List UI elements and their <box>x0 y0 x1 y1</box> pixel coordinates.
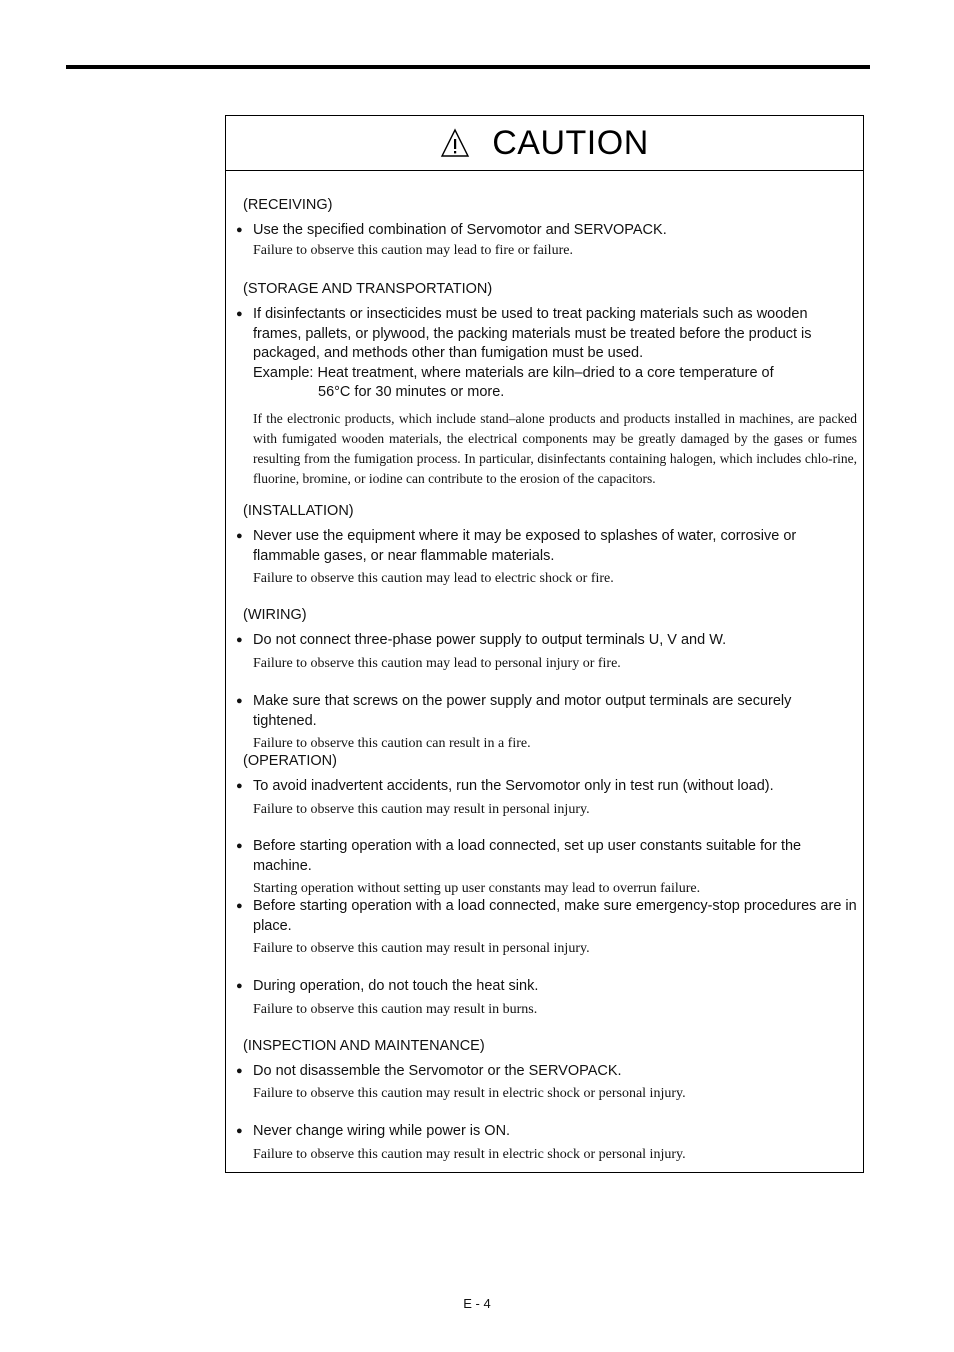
consequence-text: Failure to observe this caution may result in electric shock or personal injury. <box>253 1146 686 1162</box>
section-heading-wiring: (WIRING) <box>243 607 307 623</box>
list-item: ● Before starting operation with a load connected, set up user constants suitable for the machine. Starting operation without setting up user constants may lead to overrun failure. <box>236 837 857 899</box>
bullet-icon: ● <box>236 308 243 320</box>
list-item: ● Do not disassemble the Servomotor or the SERVOPACK. Failure to observe this caution may result in electric shock or personal injury. <box>236 1062 857 1104</box>
bullet-icon: ● <box>236 900 243 912</box>
bullet-icon: ● <box>236 840 243 852</box>
list-item: ● Never use the equipment where it may be exposed to splashes of water, corrosive or flammable gases, or near flammable materials. Failure to observe this caution may lead to electric shock or fire. <box>236 527 857 589</box>
section-heading-operation: (OPERATION) <box>243 753 337 769</box>
bullet-icon: ● <box>236 634 243 646</box>
top-rule <box>66 65 870 69</box>
caution-header <box>226 116 863 171</box>
example-line-cont: 56°C for 30 minutes or more. <box>318 384 505 400</box>
storage-note: If the electronic products, which include stand–alone products and products installed in machines, are packed with fumigated wooden materials, the electrical components may be greatly damaged by the gases or fumes resulting from the fumigation process. In particular, disinfectants containing halogen, which includes chlo-rine, fluorine, bromine, or iodine can contribute to the erosion of the capacitors. <box>253 410 857 486</box>
caution-box <box>225 115 864 1173</box>
section-heading-installation: (INSTALLATION) <box>243 503 354 519</box>
list-item: ● Before starting operation with a load connected, make sure emergency-stop procedures are in place. Failure to observe this caution may result in personal injury. <box>236 897 857 959</box>
bullet-icon: ● <box>236 530 243 542</box>
consequence-text: Failure to observe this caution may lead to fire or failure. <box>253 242 573 258</box>
caution-title: CAUTION <box>492 123 649 162</box>
bullet-icon: ● <box>236 1125 243 1137</box>
warning-triangle-icon <box>440 128 470 158</box>
list-item: ● Never change wiring while power is ON. Failure to observe this caution may result in electric shock or personal injury. <box>236 1122 857 1165</box>
list-item: ● To avoid inadvertent accidents, run the Servomotor only in test run (without load). Failure to observe this caution may result in personal injury. <box>236 777 857 820</box>
list-item: ● Do not connect three-phase power supply to output terminals U, V and W. Failure to observe this caution may lead to personal injury or fire. <box>236 631 857 674</box>
consequence-text: Failure to observe this caution can result in a fire. <box>253 736 531 751</box>
section-heading-storage: (STORAGE AND TRANSPORTATION) <box>243 281 493 297</box>
consequence-text: Failure to observe this caution may lead to electric shock or fire. <box>253 571 614 586</box>
page-number: E - 4 <box>463 1296 491 1311</box>
bullet-icon: ● <box>236 695 243 707</box>
consequence-text: Failure to observe this caution may result in personal injury. <box>253 801 590 817</box>
bullet-icon: ● <box>236 1065 243 1077</box>
list-item: ● Use the specified combination of Servomotor and SERVOPACK. Failure to observe this caution may lead to fire or failure. <box>236 221 857 261</box>
list-item: ● Make sure that screws on the power supply and motor output terminals are securely tightened. Failure to observe this caution can result in a fire. <box>236 692 857 754</box>
section-heading-maintenance: (INSPECTION AND MAINTENANCE) <box>243 1038 485 1054</box>
consequence-text: Starting operation without setting up user constants may lead to overrun failure. <box>253 881 701 896</box>
section-heading-receiving: (RECEIVING) <box>243 197 333 213</box>
consequence-text: Failure to observe this caution may lead to personal injury or fire. <box>253 655 621 671</box>
bullet-icon: ● <box>236 224 243 236</box>
list-item: ● During operation, do not touch the heat sink. Failure to observe this caution may result in burns. <box>236 977 857 1020</box>
bullet-icon: ● <box>236 780 243 792</box>
consequence-text: Failure to observe this caution may result in personal injury. <box>253 941 590 956</box>
bullet-icon: ● <box>236 980 243 992</box>
consequence-text: Failure to observe this caution may result in electric shock or personal injury. <box>253 1085 686 1101</box>
example-line: Example: Heat treatment, where materials are kiln–dried to a core temperature of <box>253 364 774 381</box>
list-item: ● If disinfectants or insecticides must be used to treat packing materials such as wooden frames, pallets, or plywood, the packing materials must be treated before the product is packaged, and methods other than fumigation must be used. Example: Heat treatment, where materials are kiln–dried to a core temperature of 56°C for 30 minutes or more. If the electronic products, which include stand–alone products and products installed in machines, are packed with fumigated wooden materials, the electrical components may be greatly damaged by the gases or fumes resulting from the fumigation process. In particular, disinfectants containing halogen, which includes chlo-rine, fluorine, bromine, or iodine can contribute to the erosion of the capacitors. <box>236 305 857 489</box>
consequence-text: Failure to observe this caution may result in burns. <box>253 1001 538 1017</box>
